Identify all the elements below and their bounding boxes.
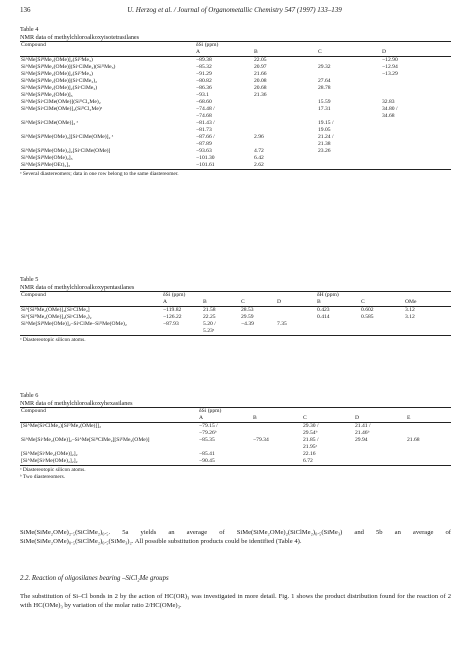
body-paragraph: SiMe(SiMe₂OMe)₂.₅(SiClMe₂)₀.₅. 5a yields an average of SiMe(SiMe₂OMe)₂(SiClMe₂)₀.₅(SiMe₃) and 5b an average of SiMe(SiMe₂OMe)₀.₅(SiClMe₂)₀.₅(SiMe₃)₂. All possible substitution products could be identified (Table 4). [20, 529, 451, 546]
value-cell: −89.38 [196, 57, 212, 63]
value-cell: −87.89 [196, 141, 212, 147]
table-footnote: ᵃ Diastereotopic silicon atoms. [20, 467, 86, 473]
header-row [20, 299, 451, 307]
value-cell [354, 444, 406, 451]
value-cell: −74.48 / [196, 106, 215, 112]
column-header: B [253, 49, 317, 57]
compound-cell: SiᴬMe[SiᴮMe₂(OMe)]₂(SiᴰMe₃) [21, 71, 93, 77]
value-cell: −13.29 [382, 71, 398, 77]
value-cell: −90.45 [198, 458, 252, 466]
table-row [20, 162, 451, 170]
column-header: C [317, 49, 381, 57]
compound-cell [20, 444, 198, 451]
value-cell: −101.61 [195, 162, 253, 170]
column-header: δSi (ppm) [162, 292, 316, 300]
compound-cell: [SiᴬMe(SiᶜClMe₂)[SiᴰMe₂(OMe)]]₂ [21, 423, 102, 429]
column-header [20, 299, 162, 307]
value-cell: 19.05 [318, 127, 331, 133]
value-cell: −85.41 [199, 451, 215, 457]
compound-cell: SiᴬMe[SiᴮMe₂(OMe)](SiᶜClMe₂)₂ [21, 78, 98, 84]
value-cell [406, 423, 451, 431]
table-row [20, 155, 451, 162]
body-paragraph: The substitution of Si–Cl bonds in 2 by the action of HC(OR)₃ was investigated in more detail. Fig. 1 shows the product distribution found for the reaction of 2 with HC(OMe)₃ by variation of the molar ratio 2/HC(OMe)₃. [20, 593, 451, 610]
compound-cell: [SiᴬMe[SiᶜMe(OMe)₂]₂]₂ [20, 458, 198, 466]
value-cell: 21.58 [203, 307, 216, 313]
table-row [20, 321, 451, 328]
compound-cell: SiᴬMe[SiᶜClMe(OMe)](SiᴰCl₂Me)₂ [21, 99, 101, 105]
value-cell [406, 430, 451, 437]
table-row [20, 99, 451, 106]
value-cell [404, 328, 451, 336]
value-cell [381, 162, 451, 170]
table-label: Table 5 [20, 276, 39, 283]
value-cell [252, 423, 302, 431]
compound-cell: SiᴬMe[SiᶜMe₂(OMe)]₂–SiᴬMe[SiᴮClMe₂][SiᴱMe₂(OMe)] [21, 437, 150, 443]
value-cell: 7.35 [277, 321, 287, 327]
value-cell [317, 113, 381, 120]
table-title: NMR data of methylchloroalkoxyhexasilanes [20, 399, 133, 407]
compound-cell: SiᴬMe[SiᴮMe(OEt)₂]₃ [20, 162, 195, 170]
column-header [20, 49, 195, 57]
column-header: A [195, 49, 253, 57]
value-cell: 4.72 [254, 148, 264, 154]
value-cell: 6.72 [302, 458, 354, 466]
compound-cell: SiᴬMe[SiᴮMe(OMe)₂][SiᶜClMe(OMe)]₂ ᵃ [21, 134, 114, 140]
value-cell [162, 328, 202, 336]
value-cell: −4.39 [241, 321, 254, 327]
column-header: δH (ppm) [316, 292, 451, 300]
column-header: C [360, 299, 404, 307]
value-cell: 0.585 [361, 314, 374, 320]
column-header: Compound [20, 292, 162, 300]
table-row [20, 437, 451, 444]
header-row [20, 415, 451, 423]
value-cell: 22.16 [303, 451, 316, 457]
value-cell: −87.66 / [196, 134, 215, 140]
table-label: Table 6 [20, 392, 39, 399]
header-row [20, 42, 451, 50]
compound-cell: SiᴬMe[SiᴮMe₂(OMe)]₃ [21, 92, 73, 98]
column-header: OMe [404, 299, 451, 307]
value-cell: −68.60 [196, 99, 212, 105]
value-cell: 28.78 [318, 85, 331, 91]
value-cell [354, 458, 406, 466]
table-row [20, 85, 451, 92]
table-5 [20, 276, 451, 344]
value-cell [276, 328, 316, 336]
value-cell: −12.90 [382, 57, 398, 63]
compound-cell [20, 328, 162, 336]
compound-cell: SiᴬMe[SiᴮMe₂(OMe)]₂(SiᴰMe₃) [21, 57, 93, 63]
value-cell: −79.34 [253, 437, 269, 443]
compound-cell: SiᴬMe[SiᴮMe(OMe)₂]₂[SiᶜClMe(OMe)] [21, 148, 111, 154]
value-cell: 22.05 [254, 57, 267, 63]
value-cell: −87.93 [163, 321, 179, 327]
value-cell [276, 307, 316, 315]
value-cell: −12.94 [382, 64, 398, 70]
compound-cell: SiᴬMe[SiᴮMe₂(OMe)](SiᶜClMe₂)(SiᴰMe₃) [21, 64, 116, 70]
value-cell: 0.423 [317, 307, 330, 313]
value-cell [381, 92, 451, 99]
compound-cell [20, 127, 195, 134]
table-row [20, 113, 451, 120]
table-row [20, 423, 451, 431]
value-cell: −85.35 [199, 437, 215, 443]
column-header: δSi (ppm) [198, 408, 451, 416]
value-cell: 21.46ᵇ [355, 430, 370, 436]
table-row [20, 127, 451, 134]
header-row [20, 292, 451, 300]
value-cell: 21.41 / [355, 423, 371, 429]
table-footnote: ᵇ Two diastereomers. [20, 474, 66, 480]
running-header [20, 6, 449, 20]
column-header: D [354, 415, 406, 423]
value-cell [252, 451, 302, 458]
table-title: NMR data of methylchloroalkoxyisotetrasilanes [20, 33, 140, 41]
table-row [20, 134, 451, 141]
table-row [20, 64, 451, 71]
value-cell [253, 106, 317, 113]
table-row [20, 328, 451, 336]
data-table [20, 41, 451, 170]
column-header: Compound [20, 42, 195, 50]
table-row [20, 444, 451, 451]
value-cell: −101.30 [196, 155, 215, 161]
value-cell [253, 127, 317, 134]
compound-cell: SiᴬMe[SiᴮMe(OMe)₂]₃ [21, 155, 73, 161]
value-cell: 21.24 / [318, 134, 334, 140]
value-cell: −79.26ᵇ [199, 430, 217, 436]
column-header: Compound [20, 408, 198, 416]
compound-cell: Siᴬ[SiᴮMe₂(OMe)]₃[SiᶜClMe₂] [21, 307, 90, 313]
value-cell: −81.73 [196, 127, 212, 133]
compound-cell [20, 113, 195, 120]
column-header: A [162, 299, 202, 307]
value-cell: 20.08 [254, 78, 267, 84]
value-cell: 21.38 [318, 141, 331, 147]
compound-cell: SiᴬMe[SiᶜClMe(OMe)]₂(SiᴰCl₂Me)ᵃ [21, 106, 103, 112]
value-cell [360, 328, 404, 336]
value-cell: 0.602 [361, 307, 374, 313]
value-cell [253, 113, 317, 120]
value-cell: 17.31 [318, 106, 331, 112]
value-cell: 0.414 [317, 314, 330, 320]
value-cell: 3.12 [405, 314, 415, 320]
value-cell: 34.80 / [382, 106, 398, 112]
table-row [20, 430, 451, 437]
column-header: B [316, 299, 360, 307]
column-header: E [406, 415, 451, 423]
value-cell [317, 92, 381, 99]
table-row [20, 106, 451, 113]
table-row [20, 307, 451, 315]
value-cell: 21.66 [254, 71, 267, 77]
value-cell [317, 162, 381, 170]
value-cell: 5.23ᵃ [202, 328, 240, 336]
value-cell [316, 321, 360, 328]
value-cell: −126.22 [163, 314, 182, 320]
table-4 [20, 26, 451, 178]
table-row [20, 148, 451, 155]
column-header: B [252, 415, 302, 423]
table-label: Table 4 [20, 26, 39, 33]
table-row [20, 458, 451, 466]
compound-cell: Siᴬ[SiᴮMe₂(OMe)]₂(SiᶜClMe₂)₂ [21, 314, 92, 320]
value-cell [381, 120, 451, 127]
value-cell [317, 155, 381, 162]
value-cell [252, 444, 302, 451]
value-cell [354, 451, 406, 458]
value-cell: −74.68 [196, 113, 212, 119]
value-cell: −85.32 [196, 64, 212, 70]
value-cell: −93.1 [196, 92, 209, 98]
column-header: δSi (ppm) [195, 42, 451, 50]
data-table [20, 407, 451, 466]
table-row [20, 141, 451, 148]
column-header: D [381, 49, 451, 57]
table-row [20, 71, 451, 78]
value-cell: 21.95ᵃ [303, 444, 318, 450]
value-cell [381, 141, 451, 148]
value-cell [252, 430, 302, 437]
value-cell: 21.36 [254, 92, 267, 98]
value-cell: −79.15 / [199, 423, 218, 429]
value-cell: 6.42 [254, 155, 264, 161]
value-cell: 22.25 [203, 314, 216, 320]
value-cell [253, 141, 317, 148]
value-cell: 29.59 [241, 314, 254, 320]
value-cell: −119.82 [163, 307, 182, 313]
value-cell: −81.43 / [196, 120, 215, 126]
compound-cell [20, 430, 198, 437]
table-row [20, 57, 451, 65]
value-cell: −93.63 [196, 148, 212, 154]
column-header: D [276, 299, 316, 307]
value-cell [252, 458, 302, 466]
compound-cell: [SiᴬMe[SiᶜMe₂(OMe)]₂]₂ [21, 451, 78, 457]
value-cell [276, 314, 316, 321]
value-cell: 28.53 [241, 307, 254, 313]
table-row [20, 451, 451, 458]
table-footnote: ᵃ Several diastereomers; data in one row belong to the same diastereomer. [20, 171, 179, 177]
value-cell: 29.32 [318, 64, 331, 70]
value-cell: 2.62 [253, 162, 317, 170]
table-row [20, 78, 451, 85]
value-cell [381, 155, 451, 162]
column-header: B [202, 299, 240, 307]
value-cell: −91.29 [196, 71, 212, 77]
value-cell: −86.36 [196, 85, 212, 91]
column-header [20, 415, 198, 423]
compound-cell: SiᴬMe(SiᴮMe₂(OMe)]₂(SiᶜClMe₂) [21, 85, 98, 91]
value-cell: 29.94 [355, 437, 368, 443]
column-header: C [240, 299, 276, 307]
table-footnote: ᵃ Diastereotopic silicon atoms. [20, 337, 86, 343]
value-cell [317, 57, 381, 65]
header-row [20, 49, 451, 57]
value-cell [406, 458, 451, 466]
value-cell: 21.68 [407, 437, 420, 443]
value-cell [360, 321, 404, 328]
section-heading: 2.2. Reaction of oligosilanes bearing –SiCl₂Me groups [20, 575, 169, 582]
value-cell: 27.64 [318, 78, 331, 84]
value-cell: 2.96 [254, 134, 264, 140]
value-cell: 5.20 / [203, 321, 216, 327]
column-header: A [198, 415, 252, 423]
value-cell: 3.12 [405, 307, 415, 313]
value-cell: 32.83 [382, 99, 395, 105]
value-cell [381, 148, 451, 155]
value-cell [406, 444, 451, 451]
value-cell [381, 85, 451, 92]
value-cell: 21.85 / [303, 437, 319, 443]
value-cell [406, 451, 451, 458]
value-cell [253, 99, 317, 106]
header-row [20, 408, 451, 416]
value-cell [198, 444, 252, 451]
value-cell [404, 321, 451, 328]
value-cell: 34.68 [382, 113, 395, 119]
value-cell [381, 134, 451, 141]
value-cell [381, 78, 451, 85]
value-cell: 23.26 [318, 148, 331, 154]
value-cell [253, 120, 317, 127]
table-title: NMR data of methylchloroalkoxypentasilanes [20, 283, 135, 291]
data-table [20, 291, 451, 336]
value-cell [317, 71, 381, 78]
value-cell [240, 328, 276, 336]
column-header: C [302, 415, 354, 423]
table-row [20, 314, 451, 321]
table-row [20, 120, 451, 127]
value-cell: −80.82 [196, 78, 212, 84]
compound-cell: SiᴬMe[SiᴮMe(OMe)]₂–SiᶜClMe–SiᴰMe(OMe)₂ [21, 321, 127, 327]
compound-cell: SiᴬMe[SiᶜClMe(OMe)]₃ ᵃ [21, 120, 79, 126]
table-6 [20, 392, 451, 481]
value-cell: 19.15 / [318, 120, 334, 126]
page-number: 136 [20, 6, 31, 14]
running-title: U. Herzog et al. / Journal of Organometallic Chemistry 547 (1997) 133–139 [127, 6, 342, 14]
value-cell: 20.97 [254, 64, 267, 70]
table-row [20, 92, 451, 99]
value-cell: 29.54ᵇ [303, 430, 318, 436]
value-cell: 20.68 [254, 85, 267, 91]
value-cell [381, 127, 451, 134]
value-cell: 29.30 / [303, 423, 319, 429]
compound-cell [20, 141, 195, 148]
value-cell [316, 328, 360, 336]
value-cell: 15.59 [318, 99, 331, 105]
